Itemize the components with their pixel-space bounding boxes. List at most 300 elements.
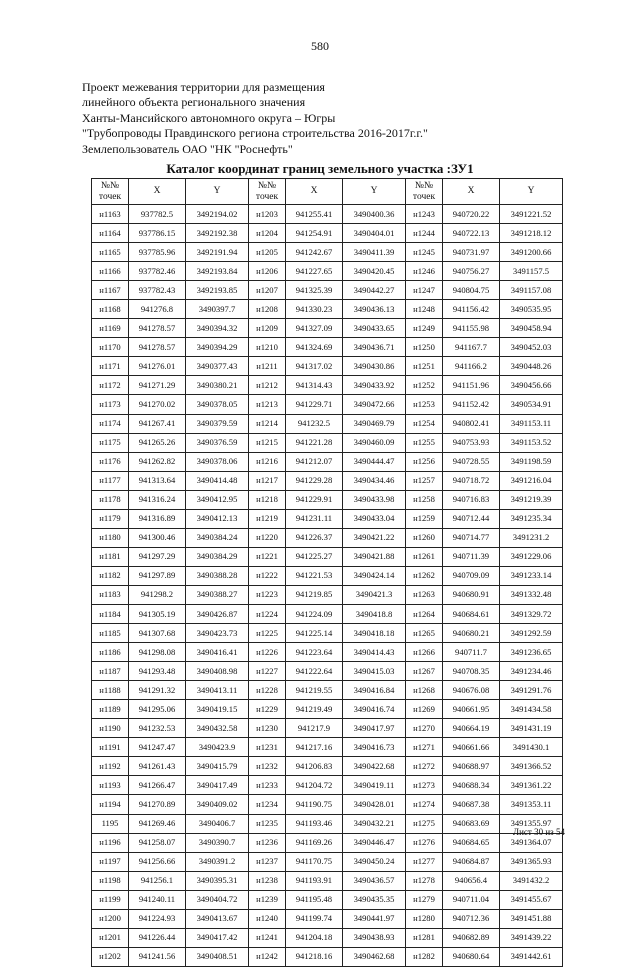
point-number-cell: н1269	[406, 700, 443, 719]
table-row	[92, 738, 563, 757]
x-coordinate-cell: 941270.89	[129, 795, 186, 814]
point-number-cell: н1175	[92, 433, 129, 452]
y-coordinate-cell: 3490408.51	[186, 947, 249, 966]
y-coordinate-cell: 3490462.68	[343, 947, 406, 966]
x-coordinate-cell: 941224.09	[286, 604, 343, 623]
y-coordinate-cell: 3490394.32	[186, 319, 249, 338]
table-row	[92, 681, 563, 700]
point-number-cell: н1255	[406, 433, 443, 452]
x-coordinate-cell: 941305.19	[129, 604, 186, 623]
point-number-cell: н1193	[92, 776, 129, 795]
y-coordinate-cell: 3490446.47	[343, 833, 406, 852]
x-coordinate-cell: 940684.61	[443, 604, 500, 623]
y-coordinate-cell: 3490417.97	[343, 719, 406, 738]
y-coordinate-cell: 3492194.02	[186, 205, 249, 224]
y-coordinate-cell: 3490430.86	[343, 357, 406, 376]
y-coordinate-cell: 3490416.74	[343, 700, 406, 719]
document-header	[82, 80, 428, 157]
x-coordinate-cell: 941221.53	[286, 566, 343, 585]
y-coordinate-cell: 3490406.7	[186, 814, 249, 833]
x-coordinate-cell: 941297.89	[129, 566, 186, 585]
point-number-cell: н1179	[92, 509, 129, 528]
point-number-cell: н1265	[406, 624, 443, 643]
y-coordinate-cell: 3491430.1	[500, 738, 563, 757]
y-coordinate-cell: 3490426.87	[186, 604, 249, 623]
x-coordinate-cell: 941297.29	[129, 547, 186, 566]
point-number-cell: н1184	[92, 604, 129, 623]
x-coordinate-cell: 940680.21	[443, 624, 500, 643]
point-number-cell: н1189	[92, 700, 129, 719]
point-number-cell: н1169	[92, 319, 129, 338]
y-coordinate-cell: 3490414.48	[186, 471, 249, 490]
y-coordinate-cell: 3491229.06	[500, 547, 563, 566]
point-number-cell: н1165	[92, 243, 129, 262]
y-coordinate-cell: 3491153.11	[500, 414, 563, 433]
y-coordinate-cell: 3491236.65	[500, 643, 563, 662]
x-coordinate-cell: 940709.09	[443, 566, 500, 585]
point-number-cell: н1250	[406, 338, 443, 357]
y-coordinate-cell: 3491233.14	[500, 566, 563, 585]
x-coordinate-cell: 941219.85	[286, 585, 343, 604]
x-coordinate-cell: 940708.35	[443, 662, 500, 681]
point-number-cell: н1231	[249, 738, 286, 757]
point-number-cell: н1230	[249, 719, 286, 738]
table-row	[92, 643, 563, 662]
point-number-cell: н1232	[249, 757, 286, 776]
table-row	[92, 281, 563, 300]
y-coordinate-cell: 3490458.94	[500, 319, 563, 338]
x-coordinate-cell: 937785.96	[129, 243, 186, 262]
x-coordinate-cell: 941217.16	[286, 738, 343, 757]
point-number-cell: н1263	[406, 585, 443, 604]
point-number-cell: н1253	[406, 395, 443, 414]
y-coordinate-cell: 3490408.98	[186, 662, 249, 681]
x-coordinate-cell: 941226.37	[286, 528, 343, 547]
x-coordinate-cell: 941295.06	[129, 700, 186, 719]
x-coordinate-cell: 941330.23	[286, 300, 343, 319]
y-coordinate-cell: 3491157.08	[500, 281, 563, 300]
x-coordinate-cell: 937786.15	[129, 224, 186, 243]
point-number-cell: н1267	[406, 662, 443, 681]
y-coordinate-cell: 3490397.7	[186, 300, 249, 319]
y-coordinate-cell: 3491329.72	[500, 604, 563, 623]
x-coordinate-cell: 941240.11	[129, 890, 186, 909]
y-coordinate-cell: 3490444.47	[343, 452, 406, 471]
point-number-cell: н1238	[249, 871, 286, 890]
y-coordinate-cell: 3490404.72	[186, 890, 249, 909]
x-coordinate-cell: 940682.89	[443, 928, 500, 947]
table-row	[92, 871, 563, 890]
point-number-cell: н1174	[92, 414, 129, 433]
y-coordinate-cell: 3492193.85	[186, 281, 249, 300]
table-row	[92, 509, 563, 528]
y-coordinate-cell: 3490384.24	[186, 528, 249, 547]
point-number-cell: н1214	[249, 414, 286, 433]
point-number-cell: н1264	[406, 604, 443, 623]
y-coordinate-cell: 3490395.31	[186, 871, 249, 890]
point-number-cell: н1168	[92, 300, 129, 319]
point-number-cell: н1226	[249, 643, 286, 662]
y-coordinate-cell: 3490423.9	[186, 738, 249, 757]
point-number-cell: н1254	[406, 414, 443, 433]
point-number-cell: н1240	[249, 909, 286, 928]
point-number-cell: н1234	[249, 795, 286, 814]
x-coordinate-cell: 940756.27	[443, 262, 500, 281]
y-coordinate-cell: 3490416.84	[343, 681, 406, 700]
point-number-cell: н1245	[406, 243, 443, 262]
y-coordinate-cell: 3490421.3	[343, 585, 406, 604]
x-coordinate-cell: 941327.09	[286, 319, 343, 338]
table-row	[92, 795, 563, 814]
x-coordinate-cell: 941156.42	[443, 300, 500, 319]
x-coordinate-cell: 940684.87	[443, 852, 500, 871]
point-number-cell: н1204	[249, 224, 286, 243]
point-number-cell: н1215	[249, 433, 286, 452]
point-number-cell: н1194	[92, 795, 129, 814]
point-number-cell: н1200	[92, 909, 129, 928]
y-coordinate-cell: 3490413.11	[186, 681, 249, 700]
point-number-cell: н1177	[92, 471, 129, 490]
y-coordinate-cell: 3490379.59	[186, 414, 249, 433]
point-number-cell: н1228	[249, 681, 286, 700]
x-coordinate-cell: 941169.26	[286, 833, 343, 852]
point-number-cell: 1195	[92, 814, 129, 833]
y-coordinate-cell: 3490433.98	[343, 490, 406, 509]
point-number-cell: н1167	[92, 281, 129, 300]
x-coordinate-cell: 941206.83	[286, 757, 343, 776]
point-number-cell: н1268	[406, 681, 443, 700]
table-row	[92, 205, 563, 224]
y-coordinate-cell: 3491434.58	[500, 700, 563, 719]
x-coordinate-cell: 941267.41	[129, 414, 186, 433]
x-coordinate-cell: 941166.2	[443, 357, 500, 376]
x-coordinate-cell: 937782.43	[129, 281, 186, 300]
point-number-cell: н1241	[249, 928, 286, 947]
point-number-cell: н1183	[92, 585, 129, 604]
x-coordinate-cell: 941262.82	[129, 452, 186, 471]
x-coordinate-cell: 941271.29	[129, 376, 186, 395]
x-coordinate-cell: 941212.07	[286, 452, 343, 471]
x-coordinate-cell: 941324.69	[286, 338, 343, 357]
point-number-cell: н1257	[406, 471, 443, 490]
y-coordinate-cell: 3491200.66	[500, 243, 563, 262]
x-coordinate-cell: 940711.39	[443, 547, 500, 566]
y-coordinate-cell: 3490421.88	[343, 547, 406, 566]
y-coordinate-cell: 3490418.18	[343, 624, 406, 643]
point-number-cell: н1208	[249, 300, 286, 319]
point-number-cell: н1270	[406, 719, 443, 738]
header-line: линейного объекта регионального значения	[82, 95, 306, 110]
x-coordinate-cell: 940716.83	[443, 490, 500, 509]
y-coordinate-cell: 3490412.13	[186, 509, 249, 528]
table-row	[92, 585, 563, 604]
y-coordinate-cell: 3490391.2	[186, 852, 249, 871]
y-coordinate-cell: 3490422.68	[343, 757, 406, 776]
x-coordinate-cell: 941307.68	[129, 624, 186, 643]
y-coordinate-cell: 3491431.19	[500, 719, 563, 738]
y-coordinate-cell: 3490388.28	[186, 566, 249, 585]
point-number-cell: н1271	[406, 738, 443, 757]
y-coordinate-cell: 3490424.14	[343, 566, 406, 585]
point-number-cell: н1191	[92, 738, 129, 757]
header-line: Землепользователь ОАО "НК "Роснефть"	[82, 141, 293, 156]
x-coordinate-cell: 940656.4	[443, 871, 500, 890]
y-coordinate-cell: 3491235.34	[500, 509, 563, 528]
y-coordinate-cell: 3492192.38	[186, 224, 249, 243]
y-coordinate-cell: 3490436.13	[343, 300, 406, 319]
x-coordinate-cell: 940714.77	[443, 528, 500, 547]
point-number-cell: н1185	[92, 624, 129, 643]
y-coordinate-cell: 3490419.11	[343, 776, 406, 795]
x-coordinate-cell: 941219.49	[286, 700, 343, 719]
x-coordinate-cell: 941265.26	[129, 433, 186, 452]
x-coordinate-cell: 941313.64	[129, 471, 186, 490]
table-row	[92, 814, 563, 833]
x-coordinate-cell: 940718.72	[443, 471, 500, 490]
y-coordinate-cell: 3490417.49	[186, 776, 249, 795]
point-number-cell: н1235	[249, 814, 286, 833]
point-number-header: №№ точек	[92, 179, 129, 205]
table-row	[92, 662, 563, 681]
y-coordinate-cell: 3491439.22	[500, 928, 563, 947]
table-row	[92, 947, 563, 966]
x-coordinate-cell: 940802.41	[443, 414, 500, 433]
x-header: X	[286, 179, 343, 205]
x-coordinate-cell: 941226.44	[129, 928, 186, 947]
x-coordinate-cell: 941193.91	[286, 871, 343, 890]
point-number-cell: н1244	[406, 224, 443, 243]
point-number-cell: н1247	[406, 281, 443, 300]
y-coordinate-cell: 3490534.91	[500, 395, 563, 414]
y-coordinate-cell: 3490448.26	[500, 357, 563, 376]
x-coordinate-cell: 941199.74	[286, 909, 343, 928]
point-number-cell: н1207	[249, 281, 286, 300]
table-row	[92, 319, 563, 338]
x-coordinate-cell: 941229.71	[286, 395, 343, 414]
point-number-cell: н1278	[406, 871, 443, 890]
point-number-cell: н1273	[406, 776, 443, 795]
x-coordinate-cell: 941316.24	[129, 490, 186, 509]
y-coordinate-cell: 3491451.88	[500, 909, 563, 928]
y-coordinate-cell: 3490390.7	[186, 833, 249, 852]
y-coordinate-cell: 3490416.41	[186, 643, 249, 662]
y-coordinate-cell: 3490413.67	[186, 909, 249, 928]
x-coordinate-cell: 940680.64	[443, 947, 500, 966]
table-header-row	[92, 179, 563, 205]
x-coordinate-cell: 941155.98	[443, 319, 500, 338]
table-row	[92, 471, 563, 490]
y-coordinate-cell: 3491366.52	[500, 757, 563, 776]
y-coordinate-cell: 3490452.03	[500, 338, 563, 357]
x-coordinate-cell: 940676.08	[443, 681, 500, 700]
y-coordinate-cell: 3490432.58	[186, 719, 249, 738]
point-number-cell: н1203	[249, 205, 286, 224]
table-row	[92, 928, 563, 947]
point-number-cell: н1192	[92, 757, 129, 776]
y-coordinate-cell: 3490411.39	[343, 243, 406, 262]
y-coordinate-cell: 3491218.12	[500, 224, 563, 243]
coordinates-table-body	[92, 205, 563, 967]
x-coordinate-cell: 941278.57	[129, 338, 186, 357]
x-coordinate-cell: 940711.7	[443, 643, 500, 662]
y-coordinate-cell: 3491157.5	[500, 262, 563, 281]
point-number-cell: н1196	[92, 833, 129, 852]
point-number-cell: н1275	[406, 814, 443, 833]
x-coordinate-cell: 940728.55	[443, 452, 500, 471]
point-number-cell: н1272	[406, 757, 443, 776]
x-coordinate-cell: 941269.46	[129, 814, 186, 833]
table-row	[92, 566, 563, 585]
point-number-cell: н1248	[406, 300, 443, 319]
point-number-cell: н1181	[92, 547, 129, 566]
y-coordinate-cell: 3490433.04	[343, 509, 406, 528]
y-coordinate-cell: 3491219.39	[500, 490, 563, 509]
y-coordinate-cell: 3491364.07	[500, 833, 563, 852]
y-coordinate-cell: 3490450.24	[343, 852, 406, 871]
point-number-cell: н1170	[92, 338, 129, 357]
point-number-cell: н1176	[92, 452, 129, 471]
x-coordinate-cell: 940722.13	[443, 224, 500, 243]
point-number-cell: н1190	[92, 719, 129, 738]
x-coordinate-cell: 941291.32	[129, 681, 186, 700]
y-coordinate-cell: 3490441.97	[343, 909, 406, 928]
x-coordinate-cell: 941204.72	[286, 776, 343, 795]
table-row	[92, 433, 563, 452]
y-coordinate-cell: 3490416.73	[343, 738, 406, 757]
y-coordinate-cell: 3490419.15	[186, 700, 249, 719]
point-number-cell: н1212	[249, 376, 286, 395]
point-number-cell: н1199	[92, 890, 129, 909]
point-number-cell: н1163	[92, 205, 129, 224]
point-number-cell: н1218	[249, 490, 286, 509]
y-coordinate-cell: 3492191.94	[186, 243, 249, 262]
point-number-cell: н1246	[406, 262, 443, 281]
point-number-cell: н1251	[406, 357, 443, 376]
point-number-cell: н1224	[249, 604, 286, 623]
x-coordinate-cell: 940684.65	[443, 833, 500, 852]
x-coordinate-cell: 941241.56	[129, 947, 186, 966]
point-number-cell: н1249	[406, 319, 443, 338]
table-row	[92, 890, 563, 909]
point-number-cell: н1276	[406, 833, 443, 852]
x-coordinate-cell: 941270.02	[129, 395, 186, 414]
x-coordinate-cell: 941247.47	[129, 738, 186, 757]
y-coordinate-cell: 3490415.03	[343, 662, 406, 681]
table-row	[92, 833, 563, 852]
point-number-cell: н1262	[406, 566, 443, 585]
catalog-title: Каталог координат границ земельного участка :ЗУ1	[166, 161, 474, 176]
sheet-footer: Лист 30 из 54	[513, 827, 565, 837]
point-number-cell: н1182	[92, 566, 129, 585]
x-coordinate-cell: 941276.8	[129, 300, 186, 319]
x-coordinate-cell: 941256.66	[129, 852, 186, 871]
point-number-cell: н1223	[249, 585, 286, 604]
y-coordinate-cell: 3490428.01	[343, 795, 406, 814]
y-coordinate-cell: 3490433.65	[343, 319, 406, 338]
table-row	[92, 547, 563, 566]
y-coordinate-cell: 3491455.67	[500, 890, 563, 909]
x-coordinate-cell: 941204.18	[286, 928, 343, 947]
table-row	[92, 300, 563, 319]
x-coordinate-cell: 941222.64	[286, 662, 343, 681]
point-number-cell: н1252	[406, 376, 443, 395]
table-row	[92, 357, 563, 376]
point-number-cell: н1187	[92, 662, 129, 681]
y-coordinate-cell: 3490414.43	[343, 643, 406, 662]
point-number-cell: н1216	[249, 452, 286, 471]
x-coordinate-cell: 941298.2	[129, 585, 186, 604]
y-coordinate-cell: 3491355.97	[500, 814, 563, 833]
x-coordinate-cell: 941232.5	[286, 414, 343, 433]
x-coordinate-cell: 941298.08	[129, 643, 186, 662]
point-number-header: №№ точек	[406, 179, 443, 205]
table-row	[92, 414, 563, 433]
x-header: X	[443, 179, 500, 205]
x-coordinate-cell: 940804.75	[443, 281, 500, 300]
y-header: Y	[500, 179, 563, 205]
y-coordinate-cell: 3491153.52	[500, 433, 563, 452]
y-coordinate-cell: 3491442.61	[500, 947, 563, 966]
x-coordinate-cell: 941242.67	[286, 243, 343, 262]
y-coordinate-cell: 3490460.09	[343, 433, 406, 452]
y-coordinate-cell: 3491231.2	[500, 528, 563, 547]
point-number-cell: н1205	[249, 243, 286, 262]
x-coordinate-cell: 941325.39	[286, 281, 343, 300]
y-coordinate-cell: 3490456.66	[500, 376, 563, 395]
x-coordinate-cell: 941258.07	[129, 833, 186, 852]
y-coordinate-cell: 3490404.01	[343, 224, 406, 243]
y-coordinate-cell: 3490472.66	[343, 395, 406, 414]
x-coordinate-cell: 941316.89	[129, 509, 186, 528]
y-coordinate-cell: 3491361.22	[500, 776, 563, 795]
y-coordinate-cell: 3490469.79	[343, 414, 406, 433]
point-number-cell: н1258	[406, 490, 443, 509]
point-number-header: №№ точек	[249, 179, 286, 205]
point-number-cell: н1217	[249, 471, 286, 490]
x-coordinate-cell: 940731.97	[443, 243, 500, 262]
y-coordinate-cell: 3490535.95	[500, 300, 563, 319]
y-coordinate-cell: 3490388.27	[186, 585, 249, 604]
x-coordinate-cell: 941231.11	[286, 509, 343, 528]
y-coordinate-cell: 3490438.93	[343, 928, 406, 947]
point-number-cell: н1171	[92, 357, 129, 376]
page-number: 580	[311, 39, 329, 53]
table-row	[92, 243, 563, 262]
x-coordinate-cell: 941190.75	[286, 795, 343, 814]
y-coordinate-cell: 3490376.59	[186, 433, 249, 452]
y-coordinate-cell: 3492193.84	[186, 262, 249, 281]
table-row	[92, 452, 563, 471]
x-coordinate-cell: 941152.42	[443, 395, 500, 414]
y-header: Y	[343, 179, 406, 205]
x-coordinate-cell: 941300.46	[129, 528, 186, 547]
x-coordinate-cell: 937782.5	[129, 205, 186, 224]
x-coordinate-cell: 940712.44	[443, 509, 500, 528]
point-number-cell: н1233	[249, 776, 286, 795]
point-number-cell: н1242	[249, 947, 286, 966]
y-coordinate-cell: 3491332.48	[500, 585, 563, 604]
y-coordinate-cell: 3490412.95	[186, 490, 249, 509]
x-coordinate-cell: 941261.43	[129, 757, 186, 776]
x-coordinate-cell: 941217.9	[286, 719, 343, 738]
x-coordinate-cell: 941151.96	[443, 376, 500, 395]
x-coordinate-cell: 941223.64	[286, 643, 343, 662]
x-coordinate-cell: 941317.02	[286, 357, 343, 376]
point-number-cell: н1210	[249, 338, 286, 357]
point-number-cell: н1164	[92, 224, 129, 243]
point-number-cell: н1222	[249, 566, 286, 585]
x-coordinate-cell: 940664.19	[443, 719, 500, 738]
